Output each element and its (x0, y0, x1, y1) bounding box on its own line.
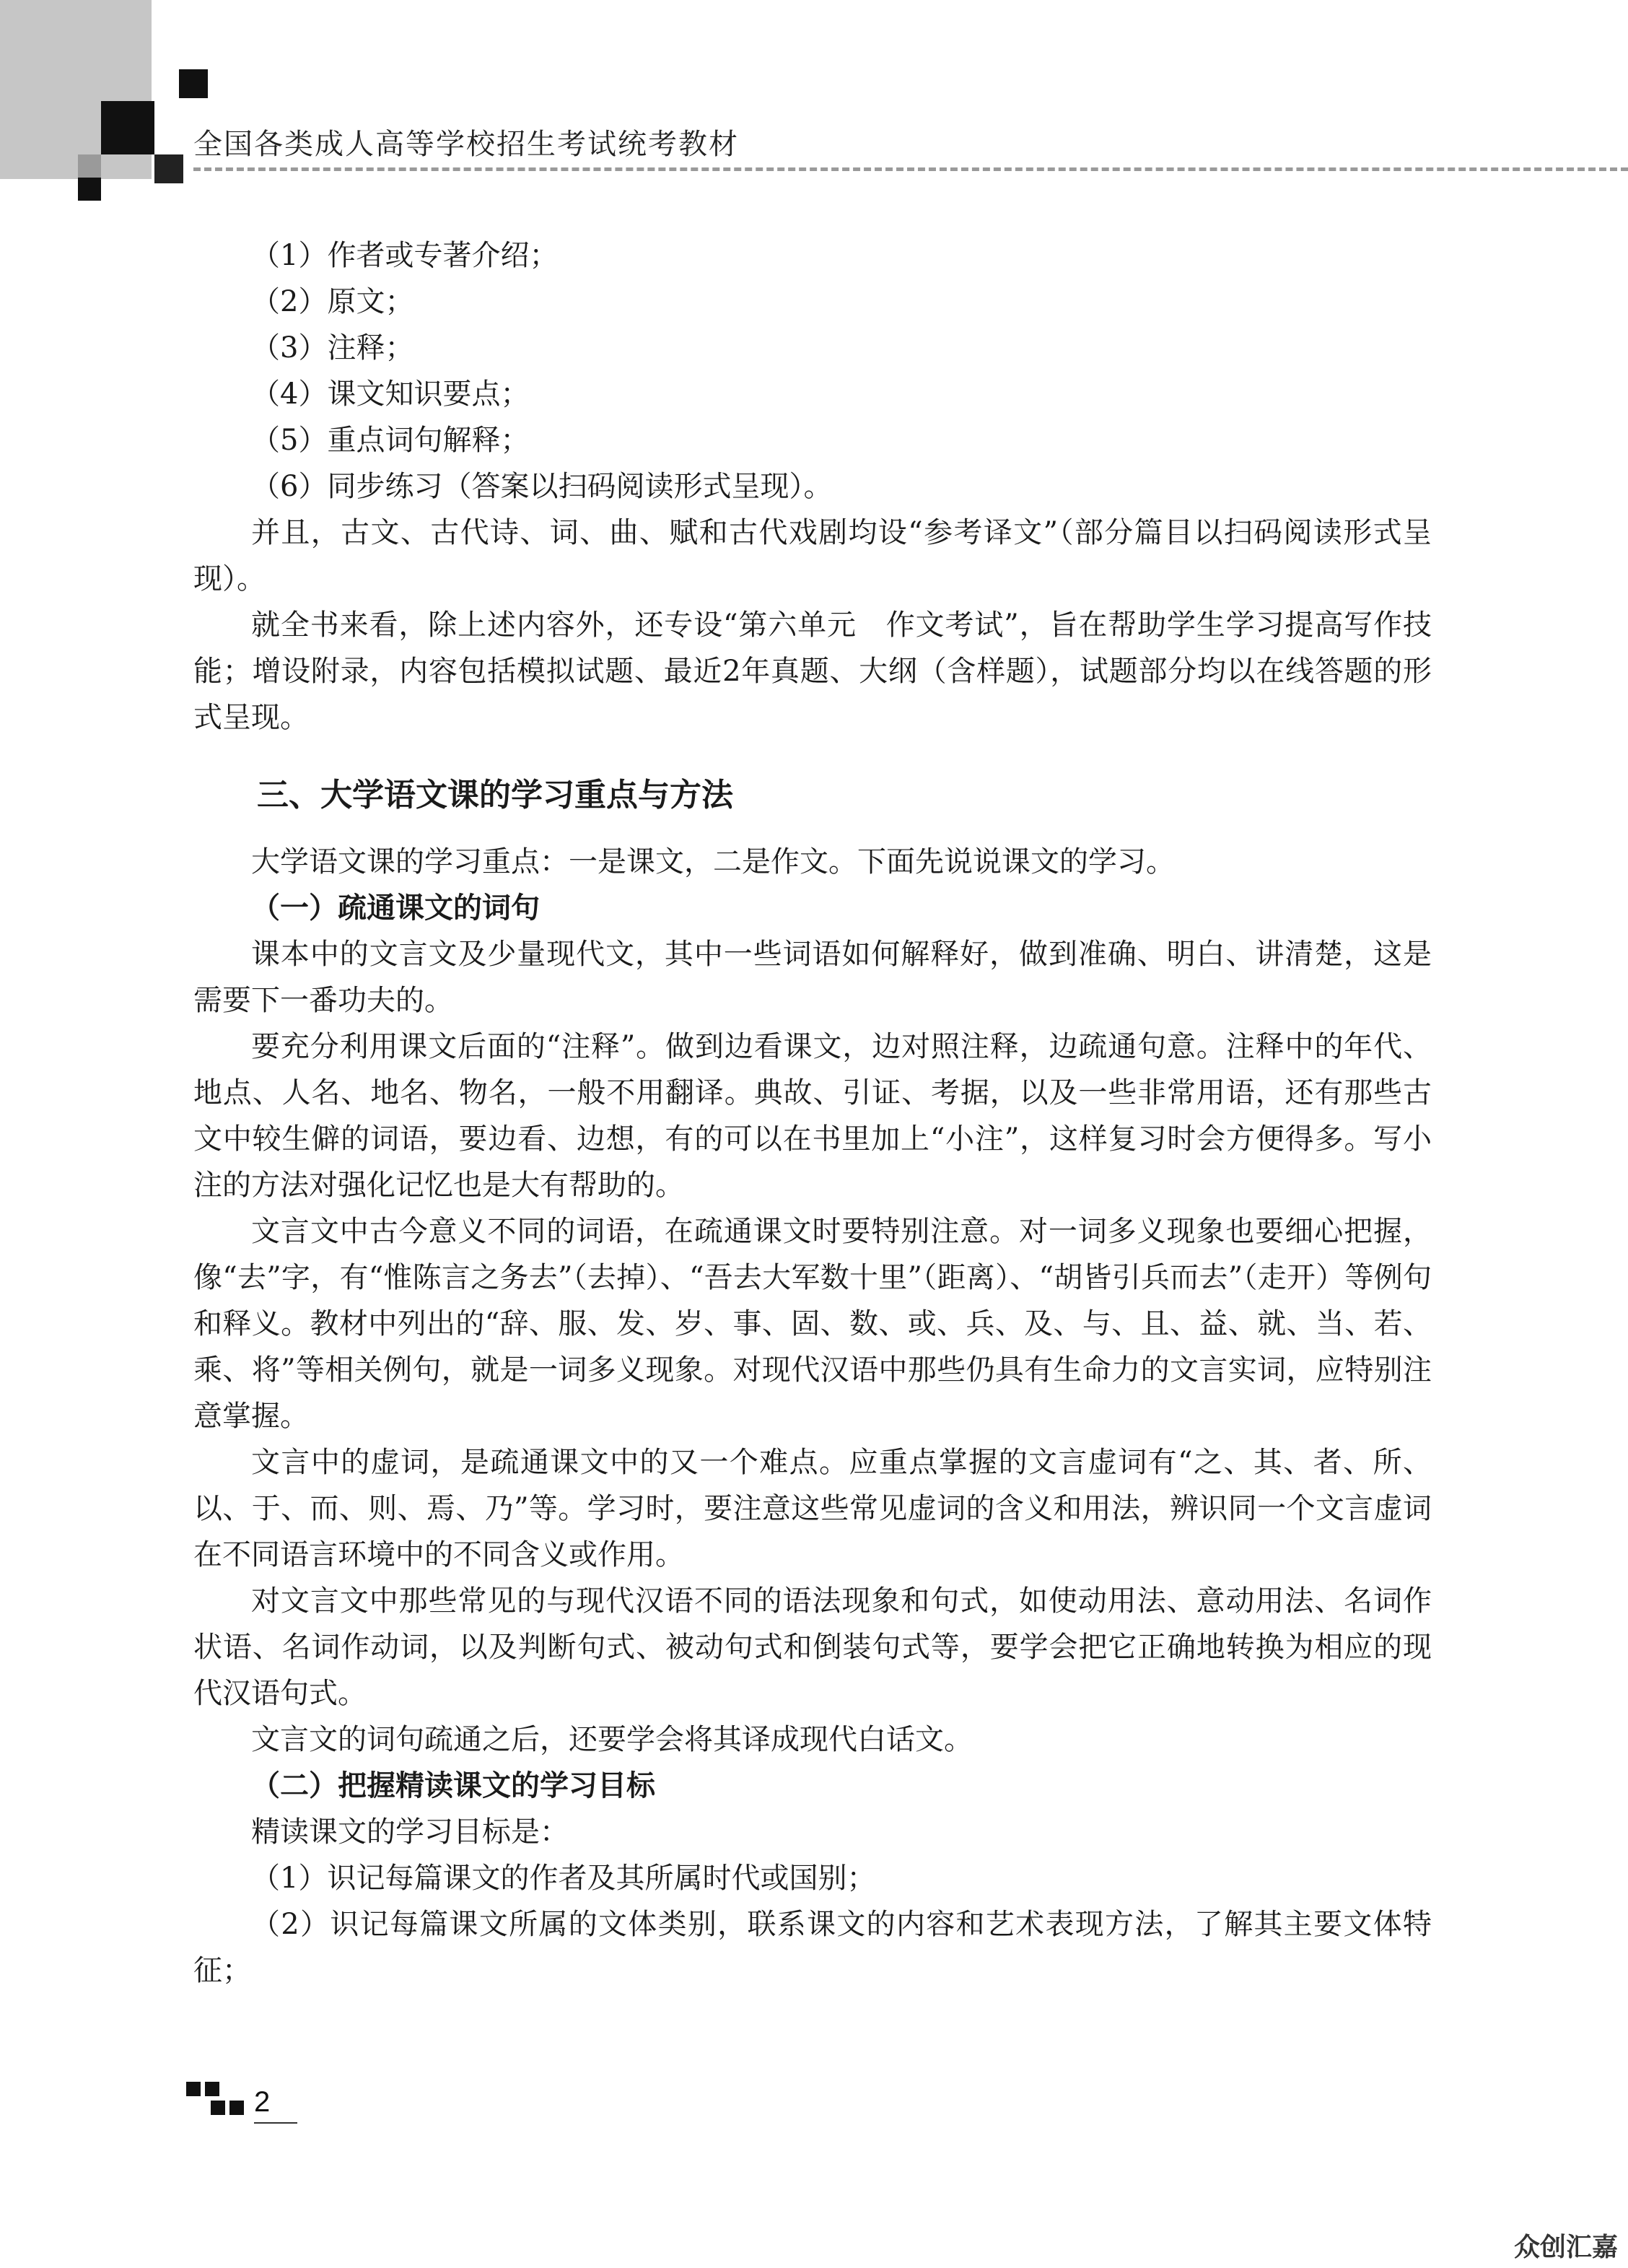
page-body (193, 232, 1432, 1994)
paragraph: 要充分利用课文后面的“注释”。做到边看课文，边对照注释，边疏通句意。注释中的年代、地点、人名、地名、物名，一般不用翻译。典故、引证、考据，以及一些非常用语，还有那些古文中较生僻的词语，要边看、边想，有的可以在书里加上“小注”，这样复习时会方便得多。写小注的方法对强化记忆也是大有帮助的。 (193, 1030, 1432, 1202)
watermark-text: 众创汇嘉 (1513, 2233, 1618, 2262)
paragraph: 精读课文的学习目标是： (251, 1815, 569, 1849)
footer-square (186, 2082, 201, 2096)
list-item: （5）重点词句解释； (251, 424, 530, 457)
paragraph: 并且，古文、古代诗、词、曲、赋和古代戏剧均设“参考译文”（部分篇目以扫码阅读形式呈现）。 (193, 516, 1432, 596)
subsection-heading: （二）把握精读课文的学习目标 (251, 1769, 655, 1802)
subsection-heading: （一）疏通课文的词句 (251, 891, 540, 925)
header-dark-square (179, 69, 208, 98)
running-header: 全国各类成人高等学校招生考试统考教材 (193, 128, 739, 161)
list-item: （2）识记每篇课文所属的文体类别，联系课文的内容和艺术表现方法，了解其主要文体特征； (193, 1908, 1432, 1987)
footer-square (211, 2101, 225, 2115)
paragraph: 课本中的文言文及少量现代文，其中一些词语如何解释好，做到准确、明白、讲清楚，这是需要下一番功夫的。 (193, 938, 1432, 1017)
header-dark-square (101, 101, 154, 154)
list-item: （1）识记每篇课文的作者及其所属时代或国别； (251, 1862, 876, 1895)
paragraph: 就全书来看，除上述内容外，还专设“第六单元 作文考试”，旨在帮助学生学习提高写作技能；增设附录，内容包括模拟试题、最近2年真题、大纲（含样题），试题部分均以在线答题的形式呈现。 (193, 609, 1432, 734)
list-item: （4）课文知识要点； (251, 378, 530, 411)
paragraph: 文言文的词句疏通之后，还要学会将其译成现代白话文。 (251, 1723, 973, 1756)
list-item: （3）注释； (251, 331, 414, 365)
page-number-rule (254, 2122, 297, 2124)
header-dotted-rule (193, 167, 1628, 171)
section-heading: 三、大学语文课的学习重点与方法 (257, 777, 733, 814)
list-item: （6）同步练习（答案以扫码阅读形式呈现）。 (251, 470, 833, 503)
footer-square (205, 2082, 219, 2096)
page-number: 2 (254, 2086, 271, 2118)
header-dark-square (78, 178, 101, 201)
paragraph: 对文言文中那些常见的与现代汉语不同的语法现象和句式，如使动用法、意动用法、名词作状语、名词作动词，以及判断句式、被动句式和倒装句式等，要学会把它正确地转换为相应的现代汉语句式。 (193, 1584, 1432, 1710)
paragraph: 大学语文课的学习重点：一是课文，二是作文。下面先说说课文的学习。 (251, 845, 1175, 878)
paragraph: 文言文中古今意义不同的词语，在疏通课文时要特别注意。对一词多义现象也要细心把握，像“去”字，有“惟陈言之务去”（去掉）、“吾去大军数十里”（距离）、“胡皆引兵而去”（走开）等例句和释义。教材中列出的“辞、服、发、岁、事、固、数、或、兵、及、与、且、益、就、当、若、乘、将”等相关例句，就是一词多义现象。对现代汉语中那些仍具有生命力的文言实词，应特别注意掌握。 (193, 1215, 1432, 1433)
list-item: （2）原文； (251, 285, 414, 318)
list-item: （1）作者或专著介绍； (251, 239, 559, 272)
footer-square (229, 2101, 244, 2115)
header-dark-square (154, 154, 183, 183)
header-gray-square (78, 154, 101, 178)
paragraph: 文言中的虚词，是疏通课文中的又一个难点。应重点掌握的文言虚词有“之、其、者、所、以、于、而、则、焉、乃”等。学习时，要注意这些常见虚词的含义和用法，辨识同一个文言虚词在不同语言环境中的不同含义或作用。 (193, 1446, 1432, 1571)
